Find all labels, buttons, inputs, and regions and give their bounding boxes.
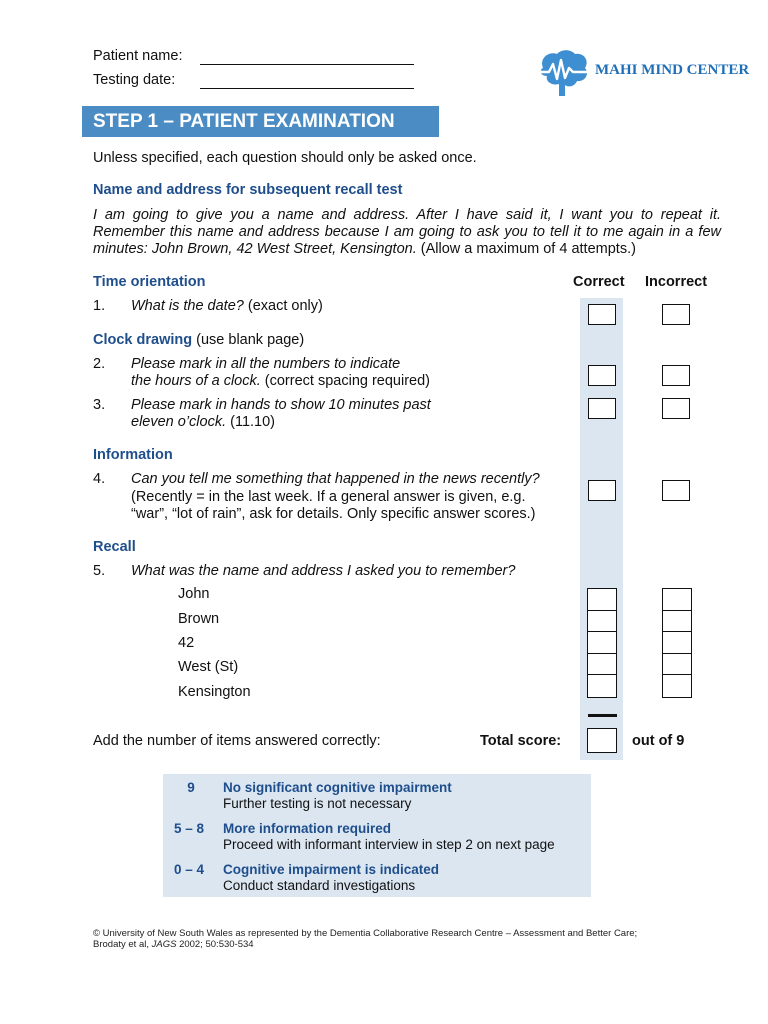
q4-correct-checkbox[interactable]	[588, 480, 616, 501]
q2-note: (correct spacing required)	[260, 373, 431, 389]
q2-correct-checkbox[interactable]	[588, 365, 616, 386]
recall-section-heading: Recall	[93, 539, 136, 555]
q3-note: (11.10)	[226, 414, 276, 430]
clock-heading	[93, 332, 304, 349]
score-row-1	[223, 780, 452, 812]
recall-correct-checkbox-1[interactable]	[588, 589, 616, 611]
q2-number: 2.	[93, 356, 106, 372]
q4-incorrect-checkbox[interactable]	[662, 480, 690, 501]
q4-line3: “war”, “lot of rain”, ask for details. Only specific answer scores.)	[131, 506, 536, 522]
score-title-2: More information required	[223, 821, 392, 836]
q2-question: the hours of a clock.	[131, 373, 261, 389]
recall-correct-checkbox-3[interactable]	[588, 632, 616, 654]
incorrect-header: Incorrect	[645, 274, 708, 290]
score-detail-3: Conduct standard investigations	[223, 878, 416, 893]
q1-number: 1.	[93, 298, 106, 314]
q5-number: 5.	[93, 563, 106, 579]
q3-question: eleven o’clock.	[131, 414, 227, 430]
clock-heading-note: (use blank page)	[192, 332, 305, 348]
q4-line2: (Recently = in the last week. If a general answer is given, e.g.	[131, 489, 526, 505]
score-interpretation-table	[163, 774, 591, 897]
recall-item-kensington: Kensington	[178, 684, 251, 700]
recall-item-42: 42	[178, 635, 195, 651]
total-score-label: Total score:	[480, 733, 562, 749]
q2-line2	[131, 373, 430, 390]
logo-text: MAHI MIND CENTER	[595, 62, 750, 78]
q3-line2	[131, 414, 275, 431]
footer-citation	[93, 928, 733, 950]
recall-incorrect-checkbox-1[interactable]	[663, 589, 691, 611]
recall-incorrect-checkbox-2[interactable]	[663, 611, 691, 633]
recall-correct-checkbox-2[interactable]	[588, 611, 616, 633]
q1-correct-checkbox[interactable]	[588, 304, 616, 325]
score-range-1: 9	[187, 780, 195, 795]
time-heading: Time orientation	[93, 274, 206, 290]
recall-item-brown: Brown	[178, 611, 220, 627]
q3-incorrect-checkbox[interactable]	[662, 398, 690, 419]
footer-line2	[93, 939, 733, 950]
recall-item-john: John	[178, 586, 210, 602]
instruction-text: Unless specified, each question should only be asked once.	[93, 150, 477, 166]
recall-heading: Name and address for subsequent recall test	[93, 182, 403, 198]
score-range-2: 5 – 8	[173, 821, 205, 836]
recall-correct-checkbox-5[interactable]	[588, 675, 616, 697]
score-row-3	[223, 862, 439, 894]
sum-rule	[588, 714, 617, 717]
q4-number: 4.	[93, 471, 106, 487]
patient-name-field[interactable]	[200, 64, 414, 65]
q1-note: (exact only)	[243, 298, 323, 314]
q2-line1: Please mark in all the numbers to indicate	[131, 356, 401, 372]
footer-line1: © University of New South Wales as represented by the Dementia Collaborative Research Centre – Assessment and Better Care;	[93, 928, 638, 939]
recall-incorrect-checkbox-4[interactable]	[663, 654, 691, 676]
q4-question: Can you tell me something that happened in the news recently?	[131, 471, 540, 487]
q3-number: 3.	[93, 397, 106, 413]
q1-question: What is the date?	[131, 298, 244, 314]
step-banner: STEP 1 – PATIENT EXAMINATION	[82, 106, 439, 137]
recall-correct-checkbox-4[interactable]	[588, 654, 616, 676]
q3-correct-checkbox[interactable]	[588, 398, 616, 419]
score-range-3: 0 – 4	[173, 862, 205, 877]
total-instruction: Add the number of items answered correctly:	[93, 733, 381, 749]
clock-heading-title: Clock drawing	[93, 332, 193, 348]
score-row-2	[223, 821, 555, 853]
recall-correct-checkboxes[interactable]	[587, 588, 617, 698]
recall-script	[93, 207, 721, 258]
recall-incorrect-checkbox-3[interactable]	[663, 632, 691, 654]
q1-text	[131, 298, 323, 315]
score-detail-1: Further testing is not necessary	[223, 796, 412, 811]
q2-incorrect-checkbox[interactable]	[662, 365, 690, 386]
information-heading: Information	[93, 447, 173, 463]
recall-note: (Allow a maximum of 4 attempts.)	[416, 241, 636, 257]
q3-line1: Please mark in hands to show 10 minutes past	[131, 397, 431, 413]
q1-incorrect-checkbox[interactable]	[662, 304, 690, 325]
total-out-of: out of 9	[632, 733, 685, 749]
testing-date-field[interactable]	[200, 88, 414, 89]
brain-icon	[535, 48, 591, 98]
q5-question: What was the name and address I asked you to remember?	[131, 563, 516, 579]
correct-header: Correct	[573, 274, 625, 290]
patient-name-label: Patient name:	[93, 48, 183, 64]
footer-ref: 2002; 50:530-534	[176, 939, 254, 950]
testing-date-label: Testing date:	[93, 72, 176, 88]
footer-authors: Brodaty et al,	[93, 939, 152, 950]
score-title-3: Cognitive impairment is indicated	[223, 862, 440, 877]
score-detail-2: Proceed with informant interview in step 2 on next page	[223, 837, 555, 852]
total-score-box[interactable]	[587, 728, 617, 753]
recall-script-text: I am going to give you a name and address. After I have said it, I want you to repeat it. Remember this name and address because I am going to ask you to tell it to me again in a few minutes: John Brown, 42 West Street, Kensington.	[93, 207, 721, 257]
logo	[535, 48, 755, 98]
score-title-1: No significant cognitive impairment	[223, 780, 452, 795]
recall-item-west: West (St)	[178, 659, 239, 675]
footer-journal: JAGS	[151, 939, 177, 950]
recall-incorrect-checkbox-5[interactable]	[663, 675, 691, 697]
recall-incorrect-checkboxes[interactable]	[662, 588, 692, 698]
